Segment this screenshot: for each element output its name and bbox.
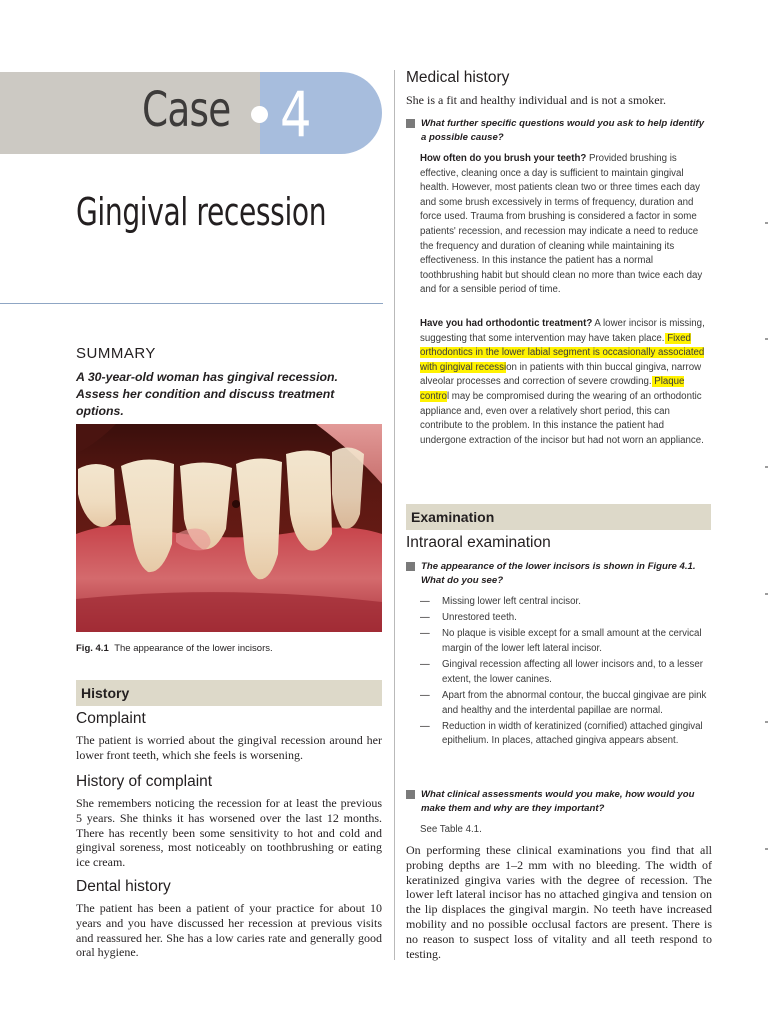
see-table-reference: See Table 4.1.: [420, 824, 482, 835]
case-bullet-dot: [251, 106, 268, 123]
answer-body: l may be compromised during the wearing of an orthodontic appliance and, even over a relatively short period, this can contribute to the problem. In this instance the patient had undergone extraction of the incisor but had not worn an appliance.: [420, 390, 704, 446]
answer-body: A lower incisor is missing, suggesting that some intervention may have taken place.: [420, 318, 705, 344]
medical-history-text: She is a fit and healthy individual and is not a smoker.: [406, 93, 666, 107]
complaint-heading: Complaint: [76, 710, 146, 727]
column-divider: [394, 70, 395, 960]
figure-label: Fig. 4.1: [76, 643, 109, 654]
summary-text: A 30-year-old woman has gingival recession. Assess her condition and discuss treatment options.: [76, 370, 338, 418]
answer-lead: Have you had orthodontic treatment?: [420, 318, 593, 329]
summary-heading: SUMMARY: [76, 345, 156, 362]
answer-body: Provided brushing is effective, cleaning once a day is sufficient to maintain gingival health. However, most patients clean two or three times each day and some brush excessively in terms of frequency, duration and force used. Trauma from brushing is considered a factor in some patients' recession, and recession may indicate a need to reduce the frequency and duration of cleaning while maintaining its effectiveness. In this instance the patient has a normal toothbrushing habit but should clean no more than twice each day and for a sensible period of time.: [420, 153, 703, 296]
list-item: — Gingival recession affecting all lower incisors and, to a lesser extent, the lower canines.: [420, 658, 712, 687]
highlighted-text: Plaque contro: [420, 376, 685, 402]
examination-section-bar: Examination: [406, 504, 711, 530]
answer-body: on in patients with thin buccal gingiva, narrow alveolar processes and correction of severe crowding.: [420, 361, 702, 388]
question-text: What clinical assessments would you make, how would you make them and why are they important?: [421, 789, 695, 814]
dental-history-heading: Dental history: [76, 878, 171, 895]
findings-list: [420, 595, 712, 751]
answer-brushing: [420, 152, 712, 298]
figure-caption: [76, 643, 273, 654]
list-item: — Unrestored teeth.: [420, 611, 712, 626]
case-number-pill: [260, 72, 382, 154]
history-of-complaint-heading: History of complaint: [76, 773, 213, 790]
highlighted-text: Fixed orthodontics in the lower labial segment is occasionally associated with gingival recessi: [420, 332, 705, 373]
complaint-text: The patient is worried about the gingival recession around her lower front teeth, which she feels is worsening.: [76, 733, 382, 762]
list-item: — Missing lower left central incisor.: [420, 595, 712, 610]
list-item: — No plaque is visible except for a small amount at the cervical margin of the lower left lateral incisor.: [420, 627, 712, 656]
figure-caption-text: The appearance of the lower incisors.: [114, 643, 273, 654]
question-square-icon: [406, 119, 415, 128]
dental-history-text: The patient has been a patient of your practice for about 10 years and you have discussed her recession at previous visits and reassured her. She has a low caries rate and generally good oral hygiene.: [76, 901, 382, 960]
question-text: The appearance of the lower incisors is shown in Figure 4.1. What do you see?: [421, 561, 696, 586]
medical-history-heading: Medical history: [406, 69, 510, 86]
examination-closing-text: On performing these clinical examinations you find that all probing depths are 1–2 mm with no bleeding. The width of keratinized gingiva varies with the degree of recession. The lower left lateral incisor has no attached gingiva and tension on the lip displaces the gingival margin. No teeth have increased mobility and no possible occlusal factors are present. There is no reason to suspect loss of vitality and all teeth respond to testing.: [406, 843, 712, 961]
intraoral-examination-heading: Intraoral examination: [406, 534, 551, 551]
history-of-complaint-text: She remembers noticing the recession for at least the previous 5 years. She thinks it has worsened over the last 12 months. There has recently been some sensitivity to hot and cold and gingival soreness, most noticeably on toothbrushing or eating ice cream.: [76, 796, 382, 870]
answer-orthodontic: [420, 317, 712, 448]
question-square-icon: [406, 562, 415, 571]
list-item: — Reduction in width of keratinized (cornified) attached gingival epithelium. In places, attached gingiva appears absent.: [420, 720, 712, 749]
title-divider: [0, 303, 383, 304]
answer-lead: How often do you brush your teeth?: [420, 153, 587, 164]
lower-incisors-photo: [76, 424, 382, 632]
chapter-title: Gingival recession: [76, 190, 327, 234]
question-square-icon: [406, 790, 415, 799]
case-label: Case: [142, 82, 231, 138]
question-text: What further specific questions would you ask to help identify a possible cause?: [421, 118, 705, 143]
list-item: — Apart from the abnormal contour, the buccal gingivae are pink and healthy and the interdental papillae are normal.: [420, 689, 712, 718]
case-number: 4: [280, 78, 312, 151]
history-section-bar: History: [76, 680, 382, 706]
